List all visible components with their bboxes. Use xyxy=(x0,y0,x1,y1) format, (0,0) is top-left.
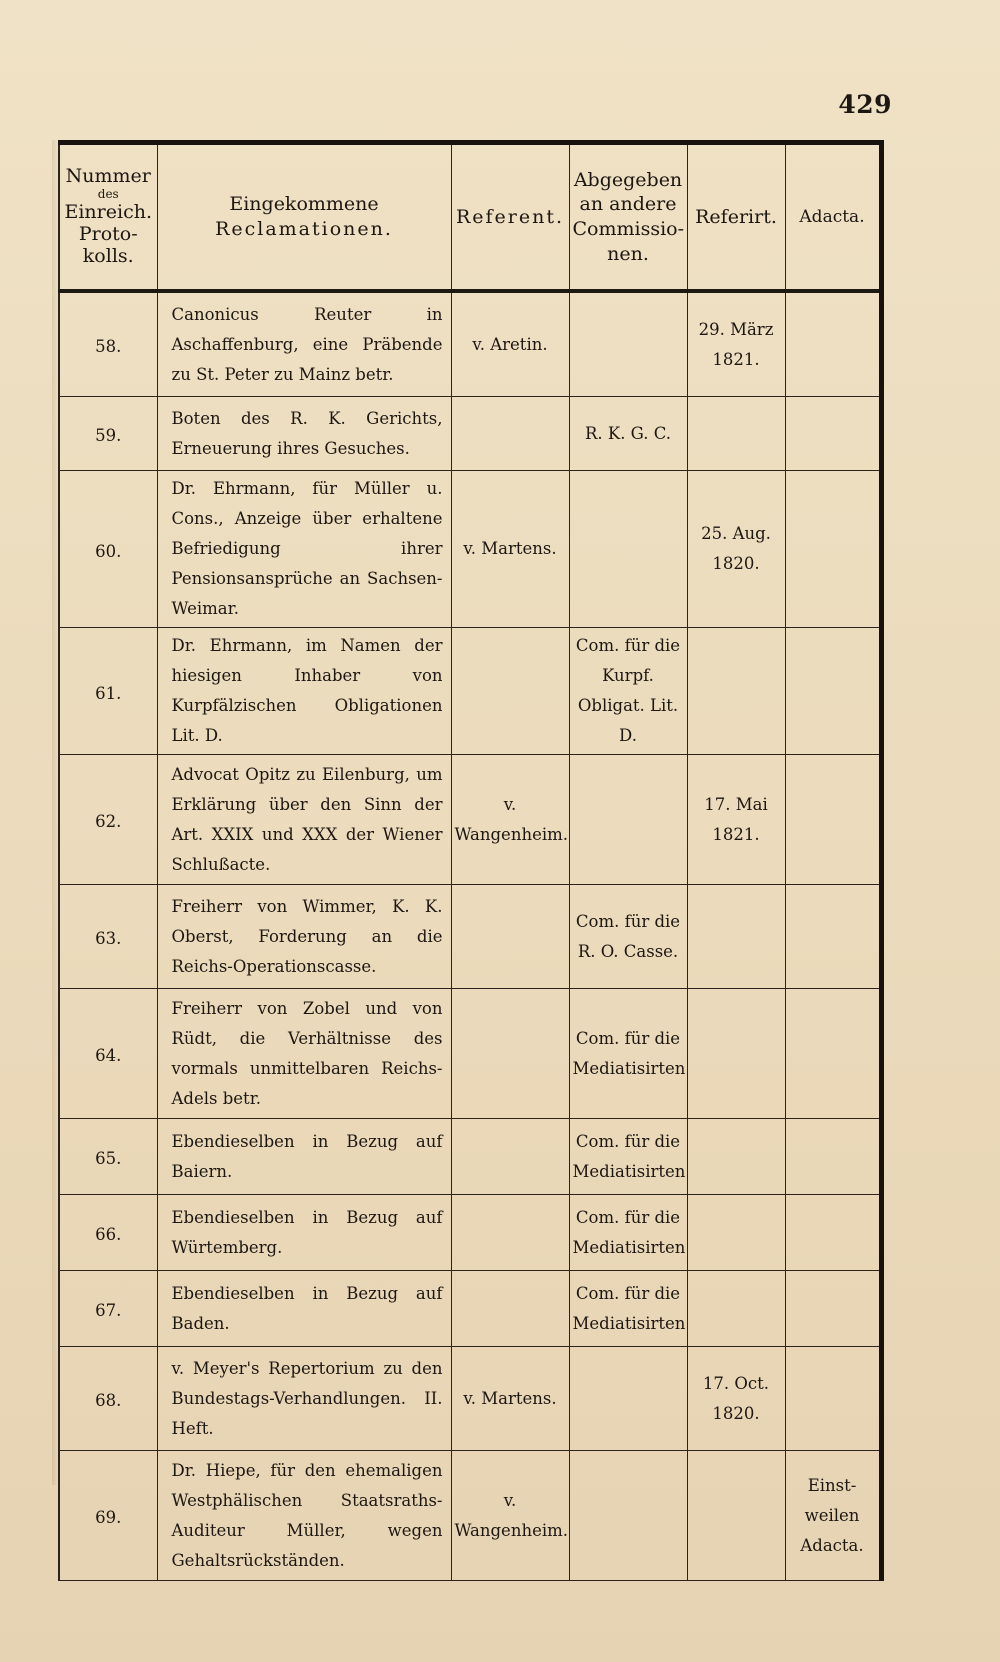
header-referent: Referent. xyxy=(451,143,569,292)
reclamations-table xyxy=(58,140,884,1581)
header-nummer-line: Proto- xyxy=(78,222,138,245)
row-referirt-line: 1820. xyxy=(712,1403,760,1423)
table-row xyxy=(59,291,881,397)
row-subject: Canonicus Reuter in Aschaffenburg, eine Präbende zu St. Peter zu Mainz betr. xyxy=(157,291,451,397)
row-referirt-line: 17. Oct. xyxy=(702,1373,770,1393)
row-subject: Dr. Hiepe, für den ehemaligen Westphälischen Staatsraths-Auditeur Müller, wegen Gehaltsrückständen. xyxy=(157,1451,451,1581)
table-row xyxy=(59,1347,881,1451)
row-referirt xyxy=(687,471,785,628)
row-number: 58. xyxy=(59,291,157,397)
row-adacta xyxy=(785,1271,881,1347)
row-abgegeben: Com. für die Mediatisirten xyxy=(569,1119,687,1195)
row-referirt-line: 1821. xyxy=(712,824,760,844)
table-row xyxy=(59,1451,881,1581)
row-adacta-line: weilen xyxy=(804,1505,860,1525)
row-referirt-line: 1820. xyxy=(712,554,760,573)
row-referent xyxy=(451,1271,569,1347)
row-subject: Ebendieselben in Bezug auf Baiern. xyxy=(157,1119,451,1195)
row-adacta xyxy=(785,1451,881,1581)
row-number: 61. xyxy=(59,628,157,755)
row-referent: v. Aretin. xyxy=(451,291,569,397)
header-nummer-line: Nummer xyxy=(65,165,151,188)
row-subject: Ebendieselben in Bezug auf Würtemberg. xyxy=(157,1195,451,1271)
header-abgegeben-line: nen. xyxy=(607,242,649,265)
table-row xyxy=(59,755,881,885)
row-subject: Boten des R. K. Gerichts, Erneuerung ihres Gesuches. xyxy=(157,397,451,471)
row-number: 65. xyxy=(59,1119,157,1195)
row-referirt xyxy=(687,1119,785,1195)
header-referirt: Referirt. xyxy=(687,143,785,292)
table-row xyxy=(59,397,881,471)
row-referirt xyxy=(687,291,785,397)
row-subject: Dr. Ehrmann, im Namen der hiesigen Inhaber von Kurpfälzischen Obligationen Lit. D. xyxy=(157,628,451,755)
row-referent xyxy=(451,885,569,989)
row-number: 64. xyxy=(59,989,157,1119)
header-nummer-line: Einreich. xyxy=(64,201,152,224)
table-row xyxy=(59,989,881,1119)
row-adacta xyxy=(785,291,881,397)
row-number: 66. xyxy=(59,1195,157,1271)
row-adacta xyxy=(785,1195,881,1271)
row-referent xyxy=(451,397,569,471)
row-referirt xyxy=(687,989,785,1119)
row-referirt xyxy=(687,885,785,989)
row-number: 63. xyxy=(59,885,157,989)
row-number: 67. xyxy=(59,1271,157,1347)
row-adacta-line: Adacta. xyxy=(800,1535,864,1555)
row-abgegeben xyxy=(569,291,687,397)
row-abgegeben xyxy=(569,1451,687,1581)
row-abgegeben xyxy=(569,755,687,885)
row-referent: v. Martens. xyxy=(451,1347,569,1451)
row-referent: v. Wangenheim. xyxy=(451,1451,569,1581)
row-abgegeben xyxy=(569,471,687,628)
row-number: 59. xyxy=(59,397,157,471)
header-eingekommene xyxy=(157,143,451,292)
header-abgegeben-line: Commissio- xyxy=(572,218,685,240)
row-abgegeben xyxy=(569,1347,687,1451)
row-adacta xyxy=(785,989,881,1119)
row-abgegeben: Com. für die Kurpf. Obligat. Lit. D. xyxy=(569,628,687,755)
row-referent xyxy=(451,628,569,755)
row-referirt xyxy=(687,1451,785,1581)
table-row xyxy=(59,885,881,989)
header-abgegeben xyxy=(569,143,687,292)
row-adacta xyxy=(785,755,881,885)
row-adacta xyxy=(785,885,881,989)
table-header-row xyxy=(59,143,881,292)
table-row xyxy=(59,1271,881,1347)
row-subject: Ebendieselben in Bezug auf Baden. xyxy=(157,1271,451,1347)
row-referent: v. Wangenheim. xyxy=(451,755,569,885)
table-row xyxy=(59,628,881,755)
row-adacta xyxy=(785,1119,881,1195)
row-abgegeben: Com. für die R. O. Casse. xyxy=(569,885,687,989)
row-adacta xyxy=(785,1347,881,1451)
row-referent xyxy=(451,989,569,1119)
row-number: 68. xyxy=(59,1347,157,1451)
header-nummer xyxy=(59,143,157,292)
row-referirt-line: 25. Aug. xyxy=(701,524,771,543)
table-row xyxy=(59,471,881,628)
row-referirt-line: 17. Mai xyxy=(704,794,768,814)
row-subject: Freiherr von Zobel und von Rüdt, die Verhältnisse des vormals unmittelbaren Reichs-Adels betr. xyxy=(157,989,451,1119)
header-nummer-line: kolls. xyxy=(82,244,134,267)
row-number: 62. xyxy=(59,755,157,885)
table-row xyxy=(59,1119,881,1195)
row-adacta xyxy=(785,397,881,471)
row-adacta-line: Einst- xyxy=(807,1475,857,1495)
header-abgegeben-line: an andere xyxy=(579,193,677,216)
table-row xyxy=(59,1195,881,1271)
row-referirt xyxy=(687,1347,785,1451)
header-eingekommene-line: Reclamationen. xyxy=(215,218,393,240)
row-referent xyxy=(451,1119,569,1195)
row-subject: Advocat Opitz zu Eilenburg, um Erklärung über den Sinn der Art. XXIX und XXX der Wiener Schlußacte. xyxy=(157,755,451,885)
row-adacta xyxy=(785,471,881,628)
row-number: 69. xyxy=(59,1451,157,1581)
row-referirt xyxy=(687,1271,785,1347)
row-referent: v. Martens. xyxy=(451,471,569,628)
row-adacta xyxy=(785,628,881,755)
row-subject: Freiherr von Wimmer, K. K. Oberst, Forderung an die Reichs-Operationscasse. xyxy=(157,885,451,989)
row-referent xyxy=(451,1195,569,1271)
row-abgegeben: R. K. G. C. xyxy=(569,397,687,471)
row-abgegeben: Com. für die Mediatisirten xyxy=(569,989,687,1119)
header-nummer-line: des xyxy=(97,187,119,202)
row-abgegeben: Com. für die Mediatisirten xyxy=(569,1195,687,1271)
row-referirt-line: 1821. xyxy=(712,349,760,369)
header-abgegeben-line: Abgegeben xyxy=(573,168,683,191)
row-abgegeben: Com. für die Mediatisirten xyxy=(569,1271,687,1347)
row-referirt-line: 29. März xyxy=(698,319,774,339)
row-referirt xyxy=(687,755,785,885)
row-subject: Dr. Ehrmann, für Müller u. Cons., Anzeige über erhaltene Befriedigung ihrer Pensionsansprüche an Sachsen-Weimar. xyxy=(157,471,451,628)
header-eingekommene-line: Eingekommene xyxy=(229,193,379,216)
row-number: 60. xyxy=(59,471,157,628)
row-referirt xyxy=(687,397,785,471)
row-subject: v. Meyer's Repertorium zu den Bundestags-Verhandlungen. II. Heft. xyxy=(157,1347,451,1451)
row-referirt xyxy=(687,1195,785,1271)
header-adacta: Adacta. xyxy=(785,143,881,292)
row-referirt xyxy=(687,628,785,755)
page-number: 429 xyxy=(838,90,892,119)
